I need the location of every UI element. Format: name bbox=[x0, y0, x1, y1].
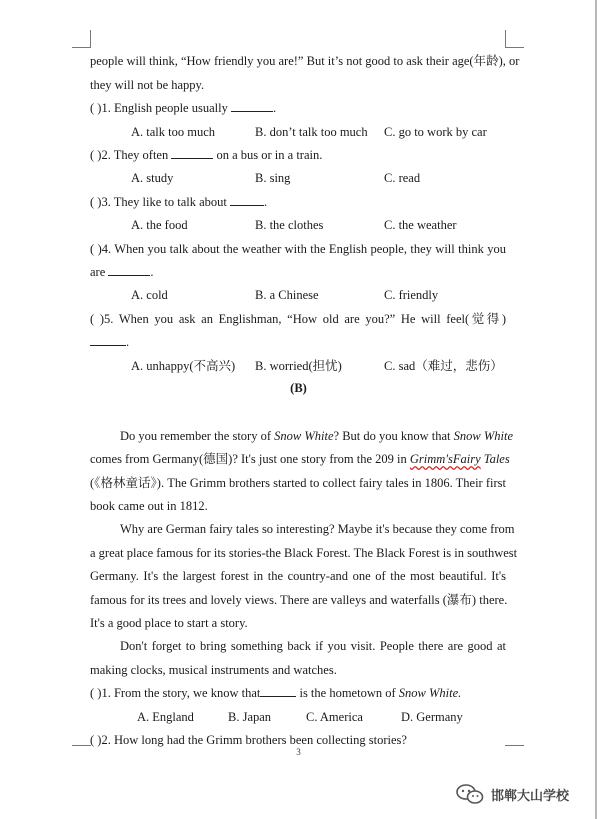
option-b: B. don’t talk too much bbox=[255, 125, 368, 139]
option-a: A. cold bbox=[131, 288, 168, 302]
option-c: C. the weather bbox=[384, 218, 457, 232]
punct: . bbox=[272, 101, 277, 115]
reading-question-1: ( )1. From the story, we know that is the hometown of Snow White. bbox=[90, 686, 462, 700]
option-c: C. go to work by car bbox=[384, 125, 487, 139]
option-a: A. talk too much bbox=[131, 125, 216, 139]
punct: . bbox=[150, 265, 154, 279]
crop-mark-top-right bbox=[505, 47, 524, 48]
option-b: B. worried(担忧) bbox=[255, 359, 342, 373]
option-a: A. study bbox=[131, 171, 174, 185]
punct: . bbox=[264, 195, 268, 209]
question-4: ( )4. When you talk about the weather with the English people, they will think you bbox=[90, 242, 506, 256]
option-b: B. a Chinese bbox=[255, 288, 319, 302]
page-number: 3 bbox=[296, 747, 301, 757]
passage-line: making clocks, musical instruments and watches. bbox=[90, 663, 337, 677]
question-3 bbox=[90, 194, 506, 210]
answer-blank[interactable] bbox=[230, 194, 264, 206]
passage-line: (《格林童话》). The Grimm brothers started to collect fairy tales in 1806. Their first bbox=[90, 476, 506, 490]
passage-line: book came out in 1812. bbox=[90, 499, 208, 513]
watermark-text: 邯郸大山学校 bbox=[491, 788, 570, 804]
answer-blank[interactable] bbox=[171, 147, 213, 159]
question-text: on a bus or in a train. bbox=[216, 148, 323, 162]
option-c: C. sad（难过，悲伤） bbox=[384, 359, 503, 373]
question-text: is the hometown of bbox=[296, 686, 399, 700]
passage-line: a great place famous for its stories-the Black Forest. The Black Forest is in southwest bbox=[90, 546, 518, 560]
option-b: B. sing bbox=[255, 171, 291, 185]
question-text: ( )1. From the story, we know that bbox=[90, 686, 261, 700]
watermark bbox=[455, 782, 569, 806]
text-line: people will think, “How friendly you are!” But it’s not good to ask their age(年龄), or bbox=[90, 54, 520, 68]
option-c: C. America bbox=[306, 710, 363, 724]
option-c: C. friendly bbox=[384, 288, 439, 302]
question-5: ( )5. When you ask an Englishman, “How old are you?” He will feel(觉得) bbox=[90, 312, 506, 326]
option-b: B. Japan bbox=[228, 710, 272, 724]
passage-line: Why are German fairy tales so interesting? Maybe it's because they come from bbox=[120, 522, 515, 536]
crop-mark-top-right bbox=[505, 30, 506, 48]
question-4-cont bbox=[90, 264, 506, 280]
passage-line: Germany. It's the largest forest in the country-and one of the most beautiful. It's bbox=[90, 569, 506, 583]
answer-blank[interactable] bbox=[231, 100, 273, 112]
answer-blank[interactable] bbox=[260, 685, 296, 697]
answer-blank[interactable] bbox=[108, 264, 150, 276]
passage-line: Don't forget to bring something back if you visit. People there are good at bbox=[120, 639, 506, 653]
passage-line: comes from Germany(德国)? It's just one story from the 209 in Grimm'sFairy Tales bbox=[90, 452, 510, 466]
question-1 bbox=[90, 100, 506, 116]
crop-mark-bottom-right bbox=[505, 745, 524, 746]
wechat-icon bbox=[455, 783, 485, 805]
crop-mark-top-left bbox=[90, 30, 91, 48]
question-5-cont bbox=[90, 334, 506, 350]
passage-line: It's a good place to start a story. bbox=[90, 616, 248, 630]
option-c: C. read bbox=[384, 171, 421, 185]
passage-line: Do you remember the story of Snow White? But do you know that Snow White bbox=[120, 429, 514, 443]
question-2 bbox=[90, 147, 506, 163]
passage-line: famous for its trees and lovely views. There are valleys and waterfalls (瀑布) there. bbox=[90, 593, 508, 607]
option-a: A. England bbox=[137, 710, 194, 724]
crop-mark-top-left bbox=[72, 47, 91, 48]
option-a: A. unhappy(不高兴) bbox=[131, 359, 236, 373]
question-text: are bbox=[90, 265, 106, 279]
crop-mark-bottom-left bbox=[72, 745, 91, 746]
option-d: D. Germany bbox=[401, 710, 463, 724]
question-text: ( )3. They like to talk about bbox=[90, 195, 227, 209]
punct: . bbox=[126, 335, 130, 349]
question-text: ( )1. English people usually bbox=[90, 101, 228, 115]
text-line: they will not be happy. bbox=[90, 78, 205, 92]
question-text: ( )2. They often bbox=[90, 148, 169, 162]
option-b: B. the clothes bbox=[255, 218, 324, 232]
answer-blank[interactable] bbox=[90, 334, 126, 346]
option-a: A. the food bbox=[131, 218, 188, 232]
reading-question-2: ( )2. How long had the Grimm brothers been collecting stories? bbox=[90, 733, 407, 747]
section-heading: (B) bbox=[290, 381, 307, 395]
